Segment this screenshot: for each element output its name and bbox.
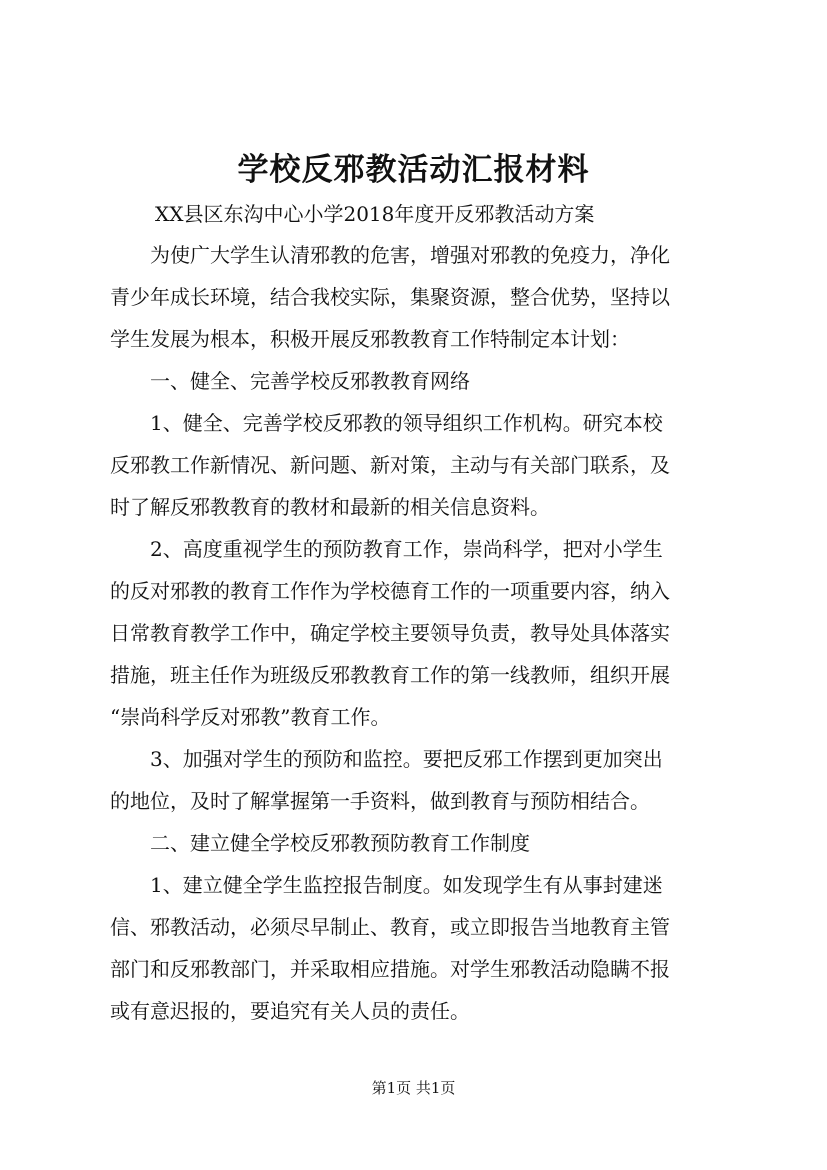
document-subtitle: XX县区东沟中心小学2018年度开反邪教活动方案 [155, 202, 595, 226]
body-line: 措施，班主任作为班级反邪教教育工作的第一线教师，组织开展 [110, 663, 670, 687]
body-line: 1、健全、完善学校反邪教的领导组织工作机构。研究本校 [150, 411, 663, 435]
body-line: 青少年成长环境，结合我校实际，集聚资源，整合优势，坚持以 [110, 285, 670, 309]
section-heading: 二、建立健全学校反邪教预防教育工作制度 [150, 831, 530, 855]
section-heading: 一、健全、完善学校反邪教教育网络 [150, 369, 470, 393]
body-line: 1、建立健全学生监控报告制度。如发现学生有从事封建迷 [150, 873, 663, 897]
body-line: 或有意迟报的，要追究有关人员的责任。 [110, 999, 470, 1023]
body-line: 3、加强对学生的预防和监控。要把反邪工作摆到更加突出 [150, 747, 663, 771]
body-line: 时了解反邪教教育的教材和最新的相关信息资料。 [110, 495, 550, 519]
body-line: 反邪教工作新情况、新问题、新对策，主动与有关部门联系，及 [110, 453, 670, 477]
body-line: 学生发展为根本，积极开展反邪教教育工作特制定本计划： [110, 327, 630, 351]
body-line: 部门和反邪教部门，并采取相应措施。对学生邪教活动隐瞒不报 [110, 957, 670, 981]
body-line: 的地位，及时了解掌握第一手资料，做到教育与预防相结合。 [110, 789, 650, 813]
body-line: 信、邪教活动，必须尽早制止、教育，或立即报告当地教育主管 [110, 915, 670, 939]
body-line: 2、高度重视学生的预防教育工作，崇尚科学，把对小学生 [150, 537, 663, 561]
body-line: “崇尚科学反对邪教”教育工作。 [110, 705, 391, 729]
body-line: 的反对邪教的教育工作作为学校德育工作的一项重要内容，纳入 [110, 579, 670, 603]
page-footer: 第1页 共1页 [371, 1079, 456, 1097]
body-line: 为使广大学生认清邪教的危害，增强对邪教的免疫力，净化 [150, 243, 670, 267]
document-title: 学校反邪教活动汇报材料 [237, 152, 590, 188]
body-line: 日常教育教学工作中，确定学校主要领导负责，教导处具体落实 [110, 621, 670, 645]
